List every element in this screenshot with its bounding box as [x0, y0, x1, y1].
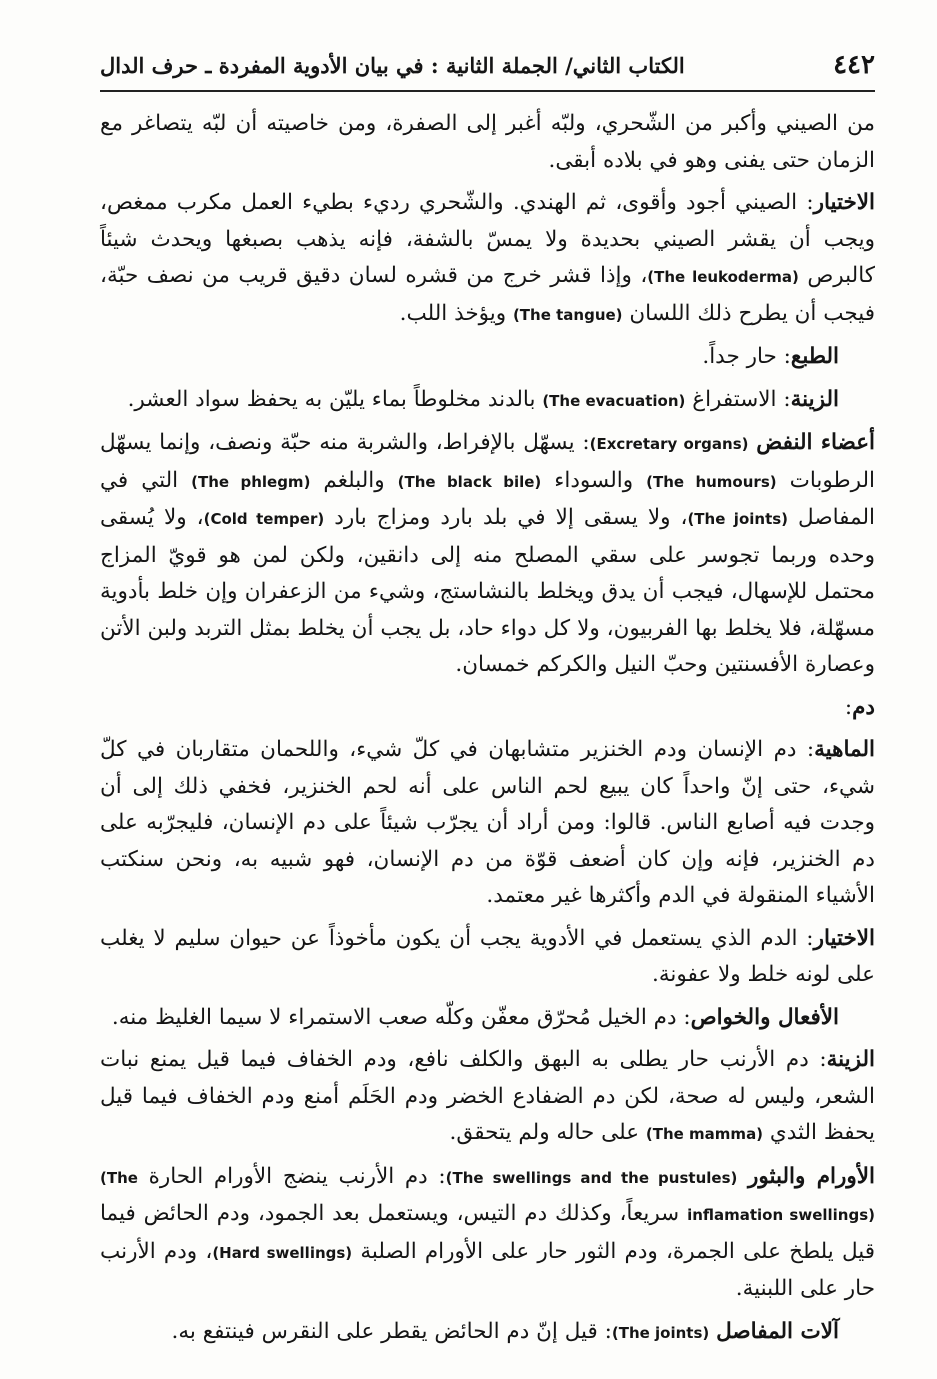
english-term: (The joints) [611, 1323, 710, 1342]
paragraph [100, 1000, 875, 1037]
paragraph [100, 1159, 875, 1308]
paragraph [100, 732, 875, 915]
text-run: والبلغم [310, 467, 398, 493]
english-term: (The joints) [687, 510, 789, 528]
section-label: دم [852, 694, 875, 720]
text-run: من الصيني وأكبر من الشّحري، ولبّه أغبر إلى الصفرة، ومن خاصيته أن لبّه يتصاغر مع الزمان حتى يفنى وهو في بلاده أبقى. [100, 111, 875, 173]
section-label: الزينة [826, 1047, 875, 1072]
section-label: الاختيار [813, 190, 875, 215]
page-header [100, 40, 875, 92]
english-term: (The humours) [646, 472, 777, 491]
section-label: الزينة [790, 386, 839, 412]
paragraph [100, 185, 875, 333]
paragraph [100, 1042, 875, 1153]
text-run: ويؤخذ اللب. [399, 300, 513, 326]
text-run: : يسهّل بالإفراط، والشربة منه حبّة ونصف، وإنما يسهّل الرطوبات [100, 430, 875, 493]
text-run: : [844, 694, 853, 720]
text-run: سريعاً، وكذلك دم التيس، ويستعمل بعد الجمود، ودم الحائض فيما قيل يلطخ على الجمرة، ودم الثور حار على الأورام الصلبة [100, 1201, 876, 1264]
english-term: (The inflamation swellings) [100, 1168, 875, 1224]
section-label: الطبع [790, 344, 839, 369]
text-run [737, 1164, 748, 1189]
paragraph [100, 339, 875, 376]
section-label: آلات المفاصل [716, 1318, 839, 1344]
section-label: الاختيار [813, 925, 875, 951]
text-run: : الاستفراغ [685, 386, 791, 412]
english-term: (The phlegm) [191, 472, 311, 491]
section-label: الماهية [814, 737, 875, 762]
text-run: بالدند مخلوطاً بماء يليّن به يحفظ سواد العشر. [127, 386, 543, 412]
paragraph [100, 1314, 875, 1352]
english-term: (The leukoderma) [647, 268, 799, 286]
english-term: (The evacuation) [542, 391, 686, 410]
text-run: : دم الخيل مُحرّق معفّن وكلّه صعب الاستمراء لا سيما الغليظ منه. [111, 1004, 691, 1030]
text-run: على حاله ولم يتحقق. [449, 1120, 646, 1145]
page-body [100, 106, 875, 1357]
paragraph [100, 921, 875, 994]
section-label: الأفعال والخواص [690, 1004, 839, 1030]
running-title: الكتاب الثاني/ الجملة الثانية : في بيان الأدوية المفردة ـ حرف الدال [100, 52, 685, 78]
text-run: ، وإذا قشر خرج من قشره لسان دقيق قريب من نصف حبّة، فيجب أن يطرح ذلك اللسان [100, 263, 875, 326]
text-run: : حار جداً. [702, 344, 791, 369]
text-run: ، ودم الأرنب حار على اللبنية. [100, 1238, 875, 1301]
english-term: (Hard swellings) [212, 1243, 353, 1262]
section-label: الأورام والبثور [748, 1163, 875, 1189]
text-run: : الصيني أجود وأقوى، ثم الهندي. والشّحري رديء بطيء العمل مكرب ممغص، ويجب أن يقشر الصيني بحديدة ولا يمسّ بالشفة، فإنه يذهب بصبغها ويحدث شيئاً كالبرص [100, 190, 875, 288]
page-number: ٤٤٢ [833, 50, 875, 80]
text-run: ، ولا يُسقى وحده وربما تجوسر على سقي المصلح منه إلى دانقين، ولكن لمن هو قويّ المزاج محتمل للإسهال، فيجب أن يدق ويخلط بالنشاستج، وشيء من الزعفران وإن خلط بأدوية مسهّلة، فلا يخلط بها الفربيون، ولا كل دواء حاد، بل يجب أن يخلط بمثل التربد ولبن الأتن وعصارة الأفسنتين وحبّ النيل والكركم خمسان. [100, 505, 875, 677]
english-term: (The black bile) [397, 472, 542, 491]
paragraph [100, 106, 875, 179]
english-term: (The mamma) [645, 1125, 764, 1143]
paragraph [100, 690, 875, 727]
text-run: : دم الأرنب حار يطلى به البهق والكلف نافع، ودم الخفاف فيما قيل يمنع نبات الشعر، وليس له صحة، لكن دم الضفادع الخضر ودم الحَلَم أمنع ودم الخفاف فيما قيل يحفظ الثدي [100, 1047, 875, 1145]
text-run: : دم الإنسان ودم الخنزير متشابهان في كلّ شيء، واللحمان متقاربان في كلّ شيء، حتى إنّ واحداً كان يبيع لحم الناس على أنه لحم الخنزير، فخفي ذلك إلى أن وجدت فيه أصابع الناس. قالوا: ومن أراد أن يجرّب شيئاً على دم الإنسان، فليجرّبه على دم الخنزير، فإنه وإن كان أضعف قوّة من دم الإنسان، فهو شبيه به، ونحن سنكتب الأشياء المنقولة في الدم وأكثرها غير معتمد. [100, 737, 875, 908]
english-term: (The tangue) [512, 305, 623, 324]
paragraph [100, 382, 875, 420]
paragraph [100, 425, 875, 684]
text-run: والسوداء [541, 467, 647, 493]
text-run: التي في المفاصل [100, 467, 875, 530]
english-term: (Cold temper) [203, 510, 325, 528]
text-run: : دم الأرنب ينضج الأورام الحارة [137, 1163, 446, 1189]
section-label: أعضاء النفض [756, 430, 875, 455]
english-term: (The swellings and the pustules) [445, 1168, 738, 1187]
text-run: : قيل إنّ دم الحائض يقطر على النقرس فينتفع به. [171, 1318, 612, 1344]
text-run: ، ولا يسقى إلا في بلد بارد ومزاج بارد [324, 505, 688, 530]
english-term: (Excretary organs) [589, 435, 749, 453]
text-run: : الدم الذي يستعمل في الأدوية يجب أن يكون مأخوذاً عن حيوان سليم لا يغلب على لونه خلط ولا عفونة. [100, 925, 875, 987]
